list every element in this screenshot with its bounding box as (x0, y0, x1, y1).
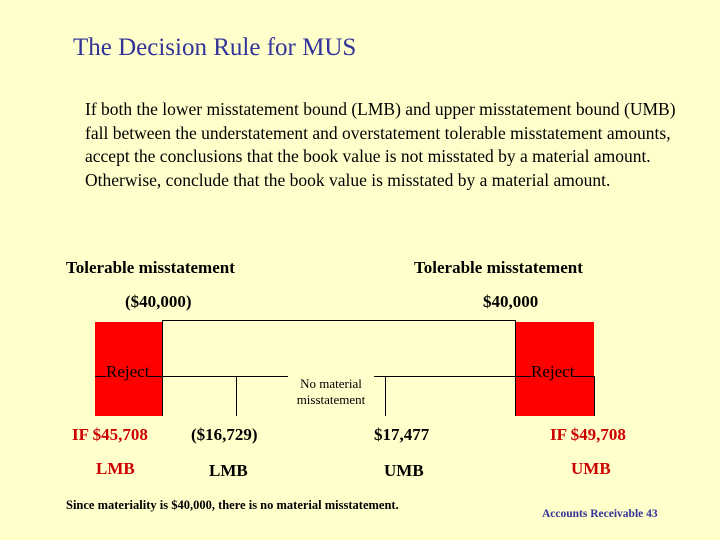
umb-tick (385, 376, 386, 416)
right-tolerable-amount: $40,000 (483, 292, 539, 311)
if-right-value: IF $49,708 (550, 425, 626, 444)
tolerable-range-top-line (162, 320, 516, 321)
right-tolerable-boundary (515, 320, 516, 416)
lmb-left-label: LMB (96, 459, 135, 478)
slide-title: The Decision Rule for MUS (73, 34, 357, 61)
slide-footer: Accounts Receivable 43 (542, 508, 658, 520)
reject-label-right: Reject (531, 362, 575, 381)
lmb-label: LMB (209, 461, 248, 480)
left-tolerable-amount: ($40,000) (125, 292, 192, 311)
no-material-misstatement-label: No material misstatement (288, 376, 374, 408)
left-tolerable-boundary (162, 320, 163, 416)
conclusion-text: Since materiality is $40,000, there is no material misstatement. (66, 498, 399, 512)
lmb-tick (236, 376, 237, 416)
decision-rule-text: If both the lower misstatement bound (LMB) and upper misstatement bound (UMB) fall between the understatement and overstatement tolerable misstatement amounts, accept the conclusions that the book value is not misstated by a material amount. Otherwise, conclude that the book value is misstated by a material amount. (85, 99, 676, 190)
if-left-value: IF $45,708 (72, 425, 148, 444)
umb-value: $17,477 (374, 425, 430, 444)
right-tolerable-header: Tolerable misstatement (414, 258, 583, 277)
reject-label-left: Reject (106, 362, 150, 381)
right-end-tick (594, 376, 595, 416)
umb-right-label: UMB (571, 459, 611, 478)
umb-label: UMB (384, 461, 424, 480)
lmb-value: ($16,729) (191, 425, 258, 444)
left-tolerable-header: Tolerable misstatement (66, 258, 235, 277)
